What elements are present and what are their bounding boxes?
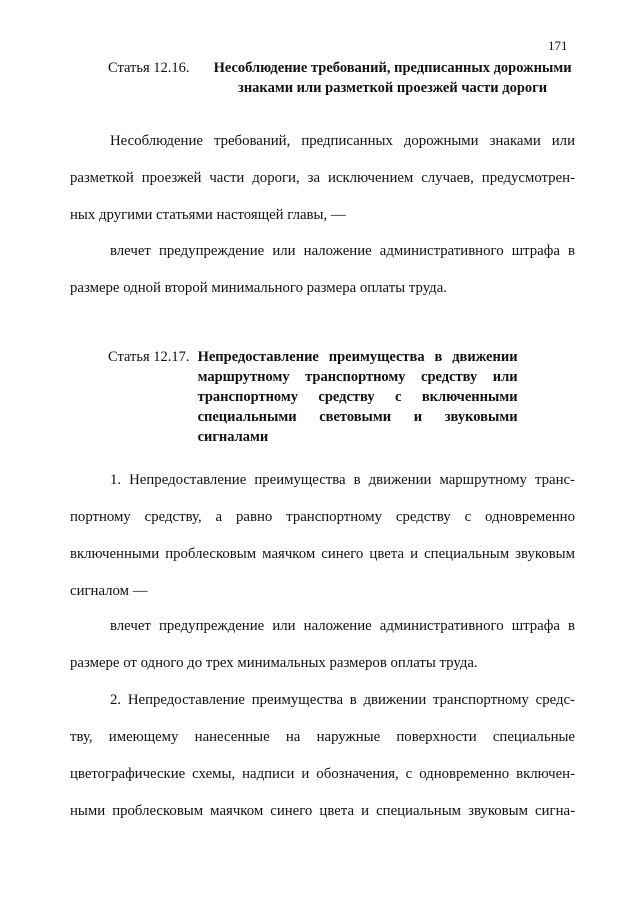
text-line: 2. Непредоставление преимущества в движении транспортному средс- bbox=[110, 692, 575, 708]
text-line: влечет предупреждение или наложение административного штрафа в bbox=[110, 243, 575, 259]
text-line: цветографические схемы, надписи и обозначения, с одновременно включен- bbox=[70, 766, 575, 782]
article-12-17-part-1-penalty bbox=[70, 616, 575, 690]
article-12-17-title: Непредоставление преимущества в движении маршрутному транспортному средству или транспортному средству с включенными специальными световыми и звуковыми сигналами bbox=[197, 349, 518, 445]
text-line: 1. Непредоставление преимущества в движении маршрутному транс- bbox=[110, 472, 575, 488]
article-12-17-heading bbox=[108, 347, 518, 447]
article-12-16-label: Статья 12.16. bbox=[108, 60, 190, 76]
article-12-17-part-2 bbox=[70, 690, 575, 838]
article-12-17-part-1 bbox=[70, 470, 575, 618]
page-number: 171 bbox=[548, 38, 568, 53]
article-12-17-label: Статья 12.17. bbox=[108, 349, 190, 365]
text-line: тву, имеющему нанесенные на наружные поверхности специальные bbox=[70, 729, 575, 745]
text-line: влечет предупреждение или наложение административного штрафа в bbox=[110, 618, 575, 634]
text-line: ными проблесковым маячком синего цвета и специальным звуковым сигна- bbox=[70, 803, 575, 819]
article-12-16-paragraph-2 bbox=[70, 241, 575, 315]
text-line: ных другими статьями настоящей главы, — bbox=[70, 207, 346, 223]
text-line: сигналом — bbox=[70, 583, 148, 599]
text-line: разметкой проезжей части дороги, за исключением случаев, предусмотрен- bbox=[70, 170, 575, 186]
article-12-16-heading bbox=[108, 58, 588, 98]
article-12-16-paragraph-1 bbox=[70, 131, 575, 242]
article-12-16-title: Несоблюдение требований, предписанных дорожными знаками или разметкой проезжей части дороги bbox=[213, 60, 572, 96]
text-line: включенными проблесковым маячком синего цвета и специальным звуковым bbox=[70, 546, 575, 562]
text-line: размере одной второй минимального размера оплаты труда. bbox=[70, 280, 447, 296]
text-line: портному средству, а равно транспортному средству с одновременно bbox=[70, 509, 575, 525]
text-line: размере от одного до трех минимальных размеров оплаты труда. bbox=[70, 655, 478, 671]
text-line: Несоблюдение требований, предписанных дорожными знаками или bbox=[110, 133, 575, 149]
